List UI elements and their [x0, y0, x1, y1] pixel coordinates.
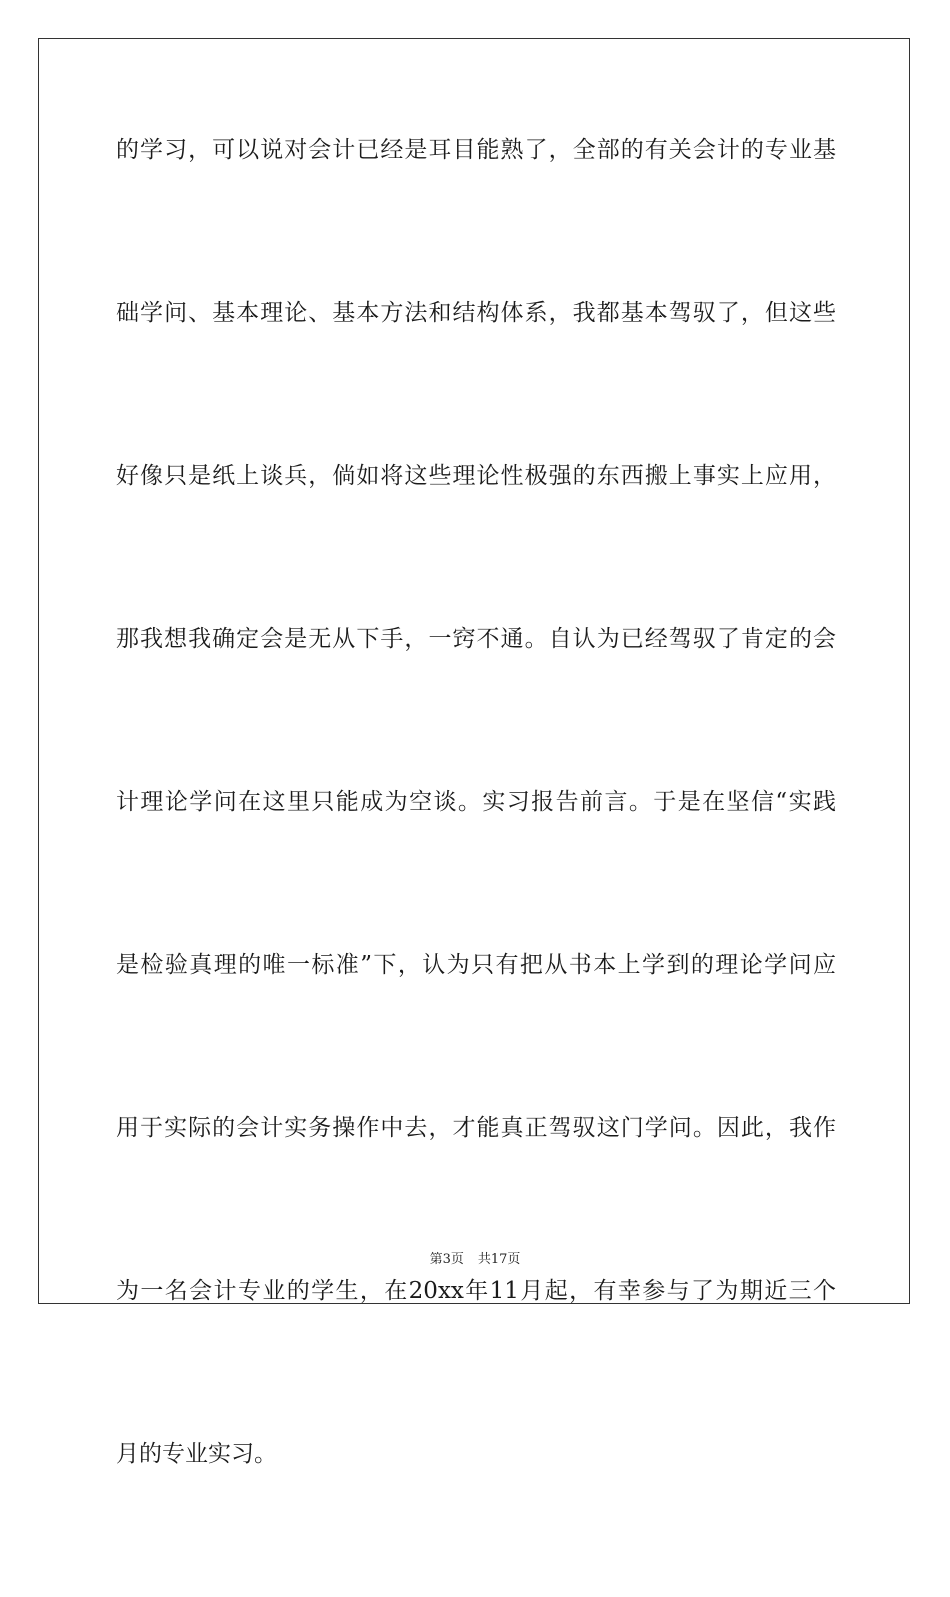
paragraph-line-6: 是检验真理的唯一标准”下，认为只有把从书本上学到的理论学问应	[116, 952, 836, 978]
paragraph-line-4: 那我想我确定会是无从下手，一窍不通。自认为已经驾驭了肯定的会	[116, 626, 836, 652]
total-pages: 共17页	[477, 1252, 521, 1267]
paragraph-line-1: 的学习，可以说对会计已经是耳目能熟了，全部的有关会计的专业基	[116, 137, 836, 163]
paragraph-line-3: 好像只是纸上谈兵，倘如将这些理论性极强的东西搬上事实上应用，	[116, 463, 836, 489]
paragraph-line-8: 为一名会计专业的学生，在20xx年11月起，有幸参与了为期近三个	[116, 1278, 836, 1304]
document-body	[116, 130, 836, 1597]
page-number: 第3页	[429, 1252, 464, 1267]
page-footer	[0, 1248, 950, 1267]
paragraph-line-2: 础学问、基本理论、基本方法和结构体系，我都基本驾驭了，但这些	[116, 300, 836, 326]
paragraph-line-7: 用于实际的会计实务操作中去，才能真正驾驭这门学问。因此，我作	[116, 1115, 836, 1141]
paragraph-line-9: 月的专业实习。	[116, 1441, 277, 1467]
paragraph-line-5: 计理论学问在这里只能成为空谈。实习报告前言。于是在坚信“实践	[116, 789, 836, 815]
